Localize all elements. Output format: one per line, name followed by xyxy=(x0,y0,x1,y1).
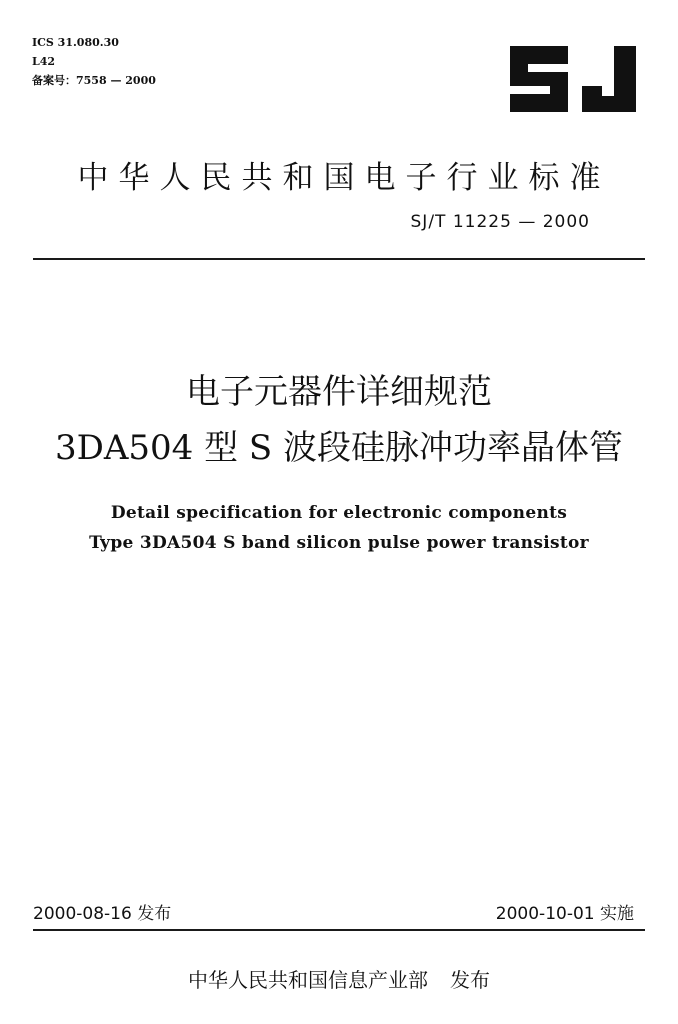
document-metadata xyxy=(32,33,156,90)
org-standard-title: 中华人民共和国电子行业标准 xyxy=(77,160,611,196)
publisher-action: 发布 xyxy=(450,968,490,992)
implementation-date: 2000-10-01 实施 xyxy=(495,904,634,924)
en-title-line-2: Type 3DA504 S band silicon pulse power transistor xyxy=(89,533,589,553)
standard-number: SJ/T 11225 — 2000 xyxy=(410,212,590,232)
classification-code: L42 xyxy=(32,55,56,68)
top-divider xyxy=(33,258,645,260)
cn-title-line-2: 3DA504 型 S 波段硅脉冲功率晶体管 xyxy=(54,428,624,468)
sj-logo xyxy=(506,38,640,120)
issue-date: 2000-08-16 发布 xyxy=(33,904,172,924)
bottom-divider xyxy=(33,929,645,931)
ics-code: ICS 31.080.30 xyxy=(32,36,119,49)
record-number: 备案号：7558 — 2000 xyxy=(32,74,156,87)
publisher xyxy=(0,964,678,993)
cn-title-line-1: 电子元器件详细规范 xyxy=(186,372,492,412)
publisher-name: 中华人民共和国信息产业部 xyxy=(188,968,428,992)
en-title-line-1: Detail specification for electronic components xyxy=(110,503,568,523)
